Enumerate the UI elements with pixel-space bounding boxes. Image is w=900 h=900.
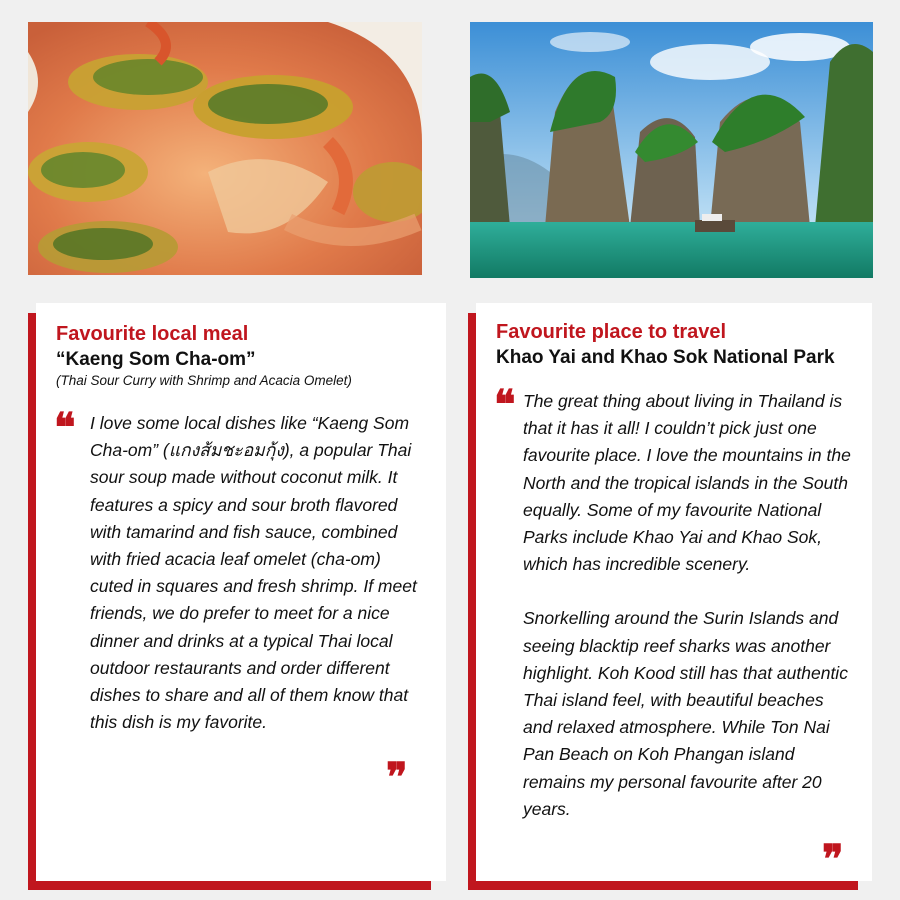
close-quote-icon: ❞ [386, 754, 408, 801]
meal-description: (Thai Sour Curry with Shrimp and Acacia Omelet) [56, 373, 352, 388]
place-name: Khao Yai and Khao Sok National Park [496, 347, 835, 368]
food-photo [28, 22, 422, 275]
landscape-photo-icon [470, 22, 873, 278]
open-quote-icon: ❝ [54, 404, 76, 451]
favourite-meal-card [36, 303, 446, 881]
favourite-place-card [476, 303, 872, 881]
close-quote-icon: ❞ [822, 836, 844, 883]
meal-quote [54, 404, 426, 801]
meal-heading: Favourite local meal [56, 323, 249, 345]
food-photo-icon [28, 22, 422, 275]
place-heading: Favourite place to travel [496, 321, 727, 343]
meal-name: “Kaeng Som Cha-om” [56, 349, 256, 370]
national-park-photo [470, 22, 873, 278]
meal-quote-text: I love some local dishes like “Kaeng Som Cha-om” (แกงส้มชะอมกุ้ง), a popular Thai sour soup made without coconut milk. It features a spicy and sour broth flavored with tamarind and fish sauce, combined with fried acacia leaf omelet (cha-om) cuted in squares and fresh shrimp. If meet friends, we do prefer to meet for a nice dinner and drinks at a typical Thai local outdoor restaurants and order different dishes to share and all of them know that this dish is my favorite. [90, 413, 417, 733]
place-quote [494, 381, 852, 883]
place-quote-paragraph-2: Snorkelling around the Surin Islands and seeing blacktip reef sharks was another highlight. Koh Kood still has that authentic Thai island feel, with beautiful beaches and relaxed atmosphere. While Ton Nai Pan Beach on Koh Phangan island remains my personal favourite after 20 years. [523, 608, 848, 819]
place-quote-paragraph-1: The great thing about living in Thailand is that it has it all! I couldn’t pick just one favourite place. I love the mountains in the North and the tropical islands in the South equally. Some of my favourite National Parks include Khao Yai and Khao Sok, which has incredible scenery. [523, 391, 851, 575]
open-quote-icon: ❝ [494, 381, 516, 428]
